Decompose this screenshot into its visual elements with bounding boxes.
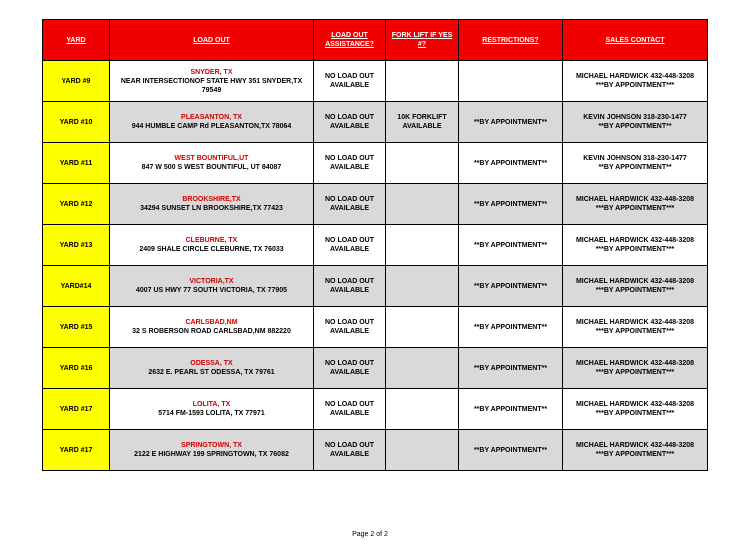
assistance-cell: NO LOAD OUT AVAILABLE [314, 143, 386, 184]
yard-cell: YARD#14 [43, 266, 110, 307]
contact-name-phone: MICHAEL HARDWICK 432-448-3208 [575, 442, 695, 449]
contact-name-phone: MICHAEL HARDWICK 432-448-3208 [575, 196, 695, 203]
address: 2632 E. PEARL ST ODESSA, TX 79761 [148, 369, 275, 376]
contact-cell [563, 61, 708, 102]
yard-cell: YARD #15 [43, 307, 110, 348]
forklift-cell [386, 184, 459, 225]
header-restrictions: RESTRICTIONS? [459, 20, 563, 61]
city: PLEASANTON, TX [181, 114, 242, 121]
table-row [43, 184, 708, 225]
restrictions-cell [459, 61, 563, 102]
restrictions-cell: **BY APPOINTMENT** [459, 430, 563, 471]
table-row [43, 266, 708, 307]
contact-name-phone: KEVIN JOHNSON 318-230-1477 [583, 114, 687, 121]
header-sales-contact: SALES CONTACT [563, 20, 708, 61]
forklift-cell [386, 307, 459, 348]
yard-cell: YARD #17 [43, 389, 110, 430]
restrictions-cell: **BY APPOINTMENT** [459, 184, 563, 225]
assistance-cell: NO LOAD OUT AVAILABLE [314, 430, 386, 471]
address: 847 W 500 S WEST BOUNTIFUL, UT 84087 [141, 164, 282, 171]
yard-cell: YARD #9 [43, 61, 110, 102]
load-out-cell [110, 102, 314, 143]
yard-cell: YARD #11 [43, 143, 110, 184]
header-load-out-assistance: LOAD OUT ASSISTANCE? [314, 20, 386, 61]
city: BROOKSHIRE,TX [182, 196, 241, 203]
load-out-cell [110, 430, 314, 471]
assistance-cell: NO LOAD OUT AVAILABLE [314, 184, 386, 225]
forklift-cell [386, 225, 459, 266]
forklift-cell [386, 266, 459, 307]
address: 4007 US HWY 77 SOUTH VICTORIA, TX 77905 [135, 287, 288, 294]
contact-name-phone: MICHAEL HARDWICK 432-448-3208 [575, 73, 695, 80]
restrictions-cell: **BY APPOINTMENT** [459, 348, 563, 389]
contact-note: ***BY APPOINTMENT*** [595, 369, 675, 376]
table-row [43, 225, 708, 266]
load-out-cell [110, 266, 314, 307]
city: SPRINGTOWN, TX [181, 442, 242, 449]
restrictions-cell: **BY APPOINTMENT** [459, 102, 563, 143]
yard-cell: YARD #12 [43, 184, 110, 225]
table-header-row [43, 20, 708, 61]
city: LOLITA, TX [192, 401, 231, 408]
address: 2409 SHALE CIRCLE CLEBURNE, TX 76033 [139, 246, 284, 253]
contact-note: ***BY APPOINTMENT*** [595, 328, 675, 335]
assistance-cell: NO LOAD OUT AVAILABLE [314, 389, 386, 430]
yard-cell: YARD #16 [43, 348, 110, 389]
contact-name-phone: MICHAEL HARDWICK 432-448-3208 [575, 237, 695, 244]
load-out-cell [110, 348, 314, 389]
assistance-cell: NO LOAD OUT AVAILABLE [314, 102, 386, 143]
contact-name-phone: KEVIN JOHNSON 318-230-1477 [583, 155, 687, 162]
city: CARLSBAD,NM [185, 319, 238, 326]
contact-cell [563, 102, 708, 143]
forklift-cell [386, 348, 459, 389]
forklift-cell [386, 430, 459, 471]
forklift-cell: 10K FORKLIFT AVAILABLE [386, 102, 459, 143]
contact-note: **BY APPOINTMENT** [598, 123, 672, 130]
restrictions-cell: **BY APPOINTMENT** [459, 266, 563, 307]
header-yard: YARD [43, 20, 110, 61]
table-row [43, 61, 708, 102]
city: SNYDER, TX [190, 68, 233, 76]
load-out-cell [110, 143, 314, 184]
table-row [43, 430, 708, 471]
restrictions-cell: **BY APPOINTMENT** [459, 225, 563, 266]
assistance-cell: NO LOAD OUT AVAILABLE [314, 266, 386, 307]
load-out-cell [110, 184, 314, 225]
table-row [43, 143, 708, 184]
load-out-cell [110, 307, 314, 348]
contact-cell [563, 266, 708, 307]
city: VICTORIA,TX [189, 278, 234, 285]
header-fork-lift: FORK LIFT IF YES #? [386, 20, 459, 61]
assistance-cell: NO LOAD OUT AVAILABLE [314, 348, 386, 389]
contact-name-phone: MICHAEL HARDWICK 432-448-3208 [575, 360, 695, 367]
assistance-cell: NO LOAD OUT AVAILABLE [314, 225, 386, 266]
table-row [43, 307, 708, 348]
contact-note: ***BY APPOINTMENT*** [595, 82, 675, 89]
contact-note: ***BY APPOINTMENT*** [595, 410, 675, 417]
table-row [43, 348, 708, 389]
contact-cell [563, 348, 708, 389]
contact-cell [563, 307, 708, 348]
yard-cell: YARD #10 [43, 102, 110, 143]
city: CLEBURNE, TX [185, 237, 238, 244]
contact-name-phone: MICHAEL HARDWICK 432-448-3208 [575, 278, 695, 285]
city: ODESSA, TX [190, 360, 233, 367]
forklift-cell [386, 61, 459, 102]
contact-name-phone: MICHAEL HARDWICK 432-448-3208 [575, 401, 695, 408]
contact-cell [563, 430, 708, 471]
address: 32 S ROBERSON ROAD CARLSBAD,NM 882220 [132, 328, 291, 335]
address: NEAR INTERSECTIONOF STATE HWY 351 SNYDER,TX 79549 [120, 77, 303, 94]
load-out-cell [110, 389, 314, 430]
contact-note: ***BY APPOINTMENT*** [595, 246, 675, 253]
address: 2122 E HIGHWAY 199 SPRINGTOWN, TX 76082 [134, 451, 289, 458]
contact-note: ***BY APPOINTMENT*** [595, 451, 675, 458]
address: 944 HUMBLE CAMP Rd PLEASANTON,TX 78064 [131, 123, 292, 130]
assistance-cell: NO LOAD OUT AVAILABLE [314, 307, 386, 348]
forklift-cell [386, 389, 459, 430]
contact-cell [563, 143, 708, 184]
restrictions-cell: **BY APPOINTMENT** [459, 389, 563, 430]
forklift-cell [386, 143, 459, 184]
address: 34294 SUNSET LN BROOKSHIRE,TX 77423 [140, 205, 283, 212]
contact-cell [563, 184, 708, 225]
contact-note: ***BY APPOINTMENT*** [595, 287, 675, 294]
table-row [43, 102, 708, 143]
contact-cell [563, 389, 708, 430]
yard-cell: YARD #13 [43, 225, 110, 266]
yard-cell: YARD #17 [43, 430, 110, 471]
contact-name-phone: MICHAEL HARDWICK 432-448-3208 [575, 319, 695, 326]
load-out-cell [110, 225, 314, 266]
restrictions-cell: **BY APPOINTMENT** [459, 143, 563, 184]
yard-table [42, 19, 708, 471]
table-row [43, 389, 708, 430]
contact-note: ***BY APPOINTMENT*** [595, 205, 675, 212]
assistance-cell: NO LOAD OUT AVAILABLE [314, 61, 386, 102]
contact-note: **BY APPOINTMENT** [598, 164, 672, 171]
city: WEST BOUNTIFUL,UT [174, 155, 249, 162]
address: 5714 FM-1593 LOLITA, TX 77971 [158, 410, 265, 417]
page-number: Page 2 of 2 [352, 531, 388, 538]
contact-cell [563, 225, 708, 266]
restrictions-cell: **BY APPOINTMENT** [459, 307, 563, 348]
load-out-cell [110, 61, 314, 102]
header-load-out: LOAD OUT [110, 20, 314, 61]
